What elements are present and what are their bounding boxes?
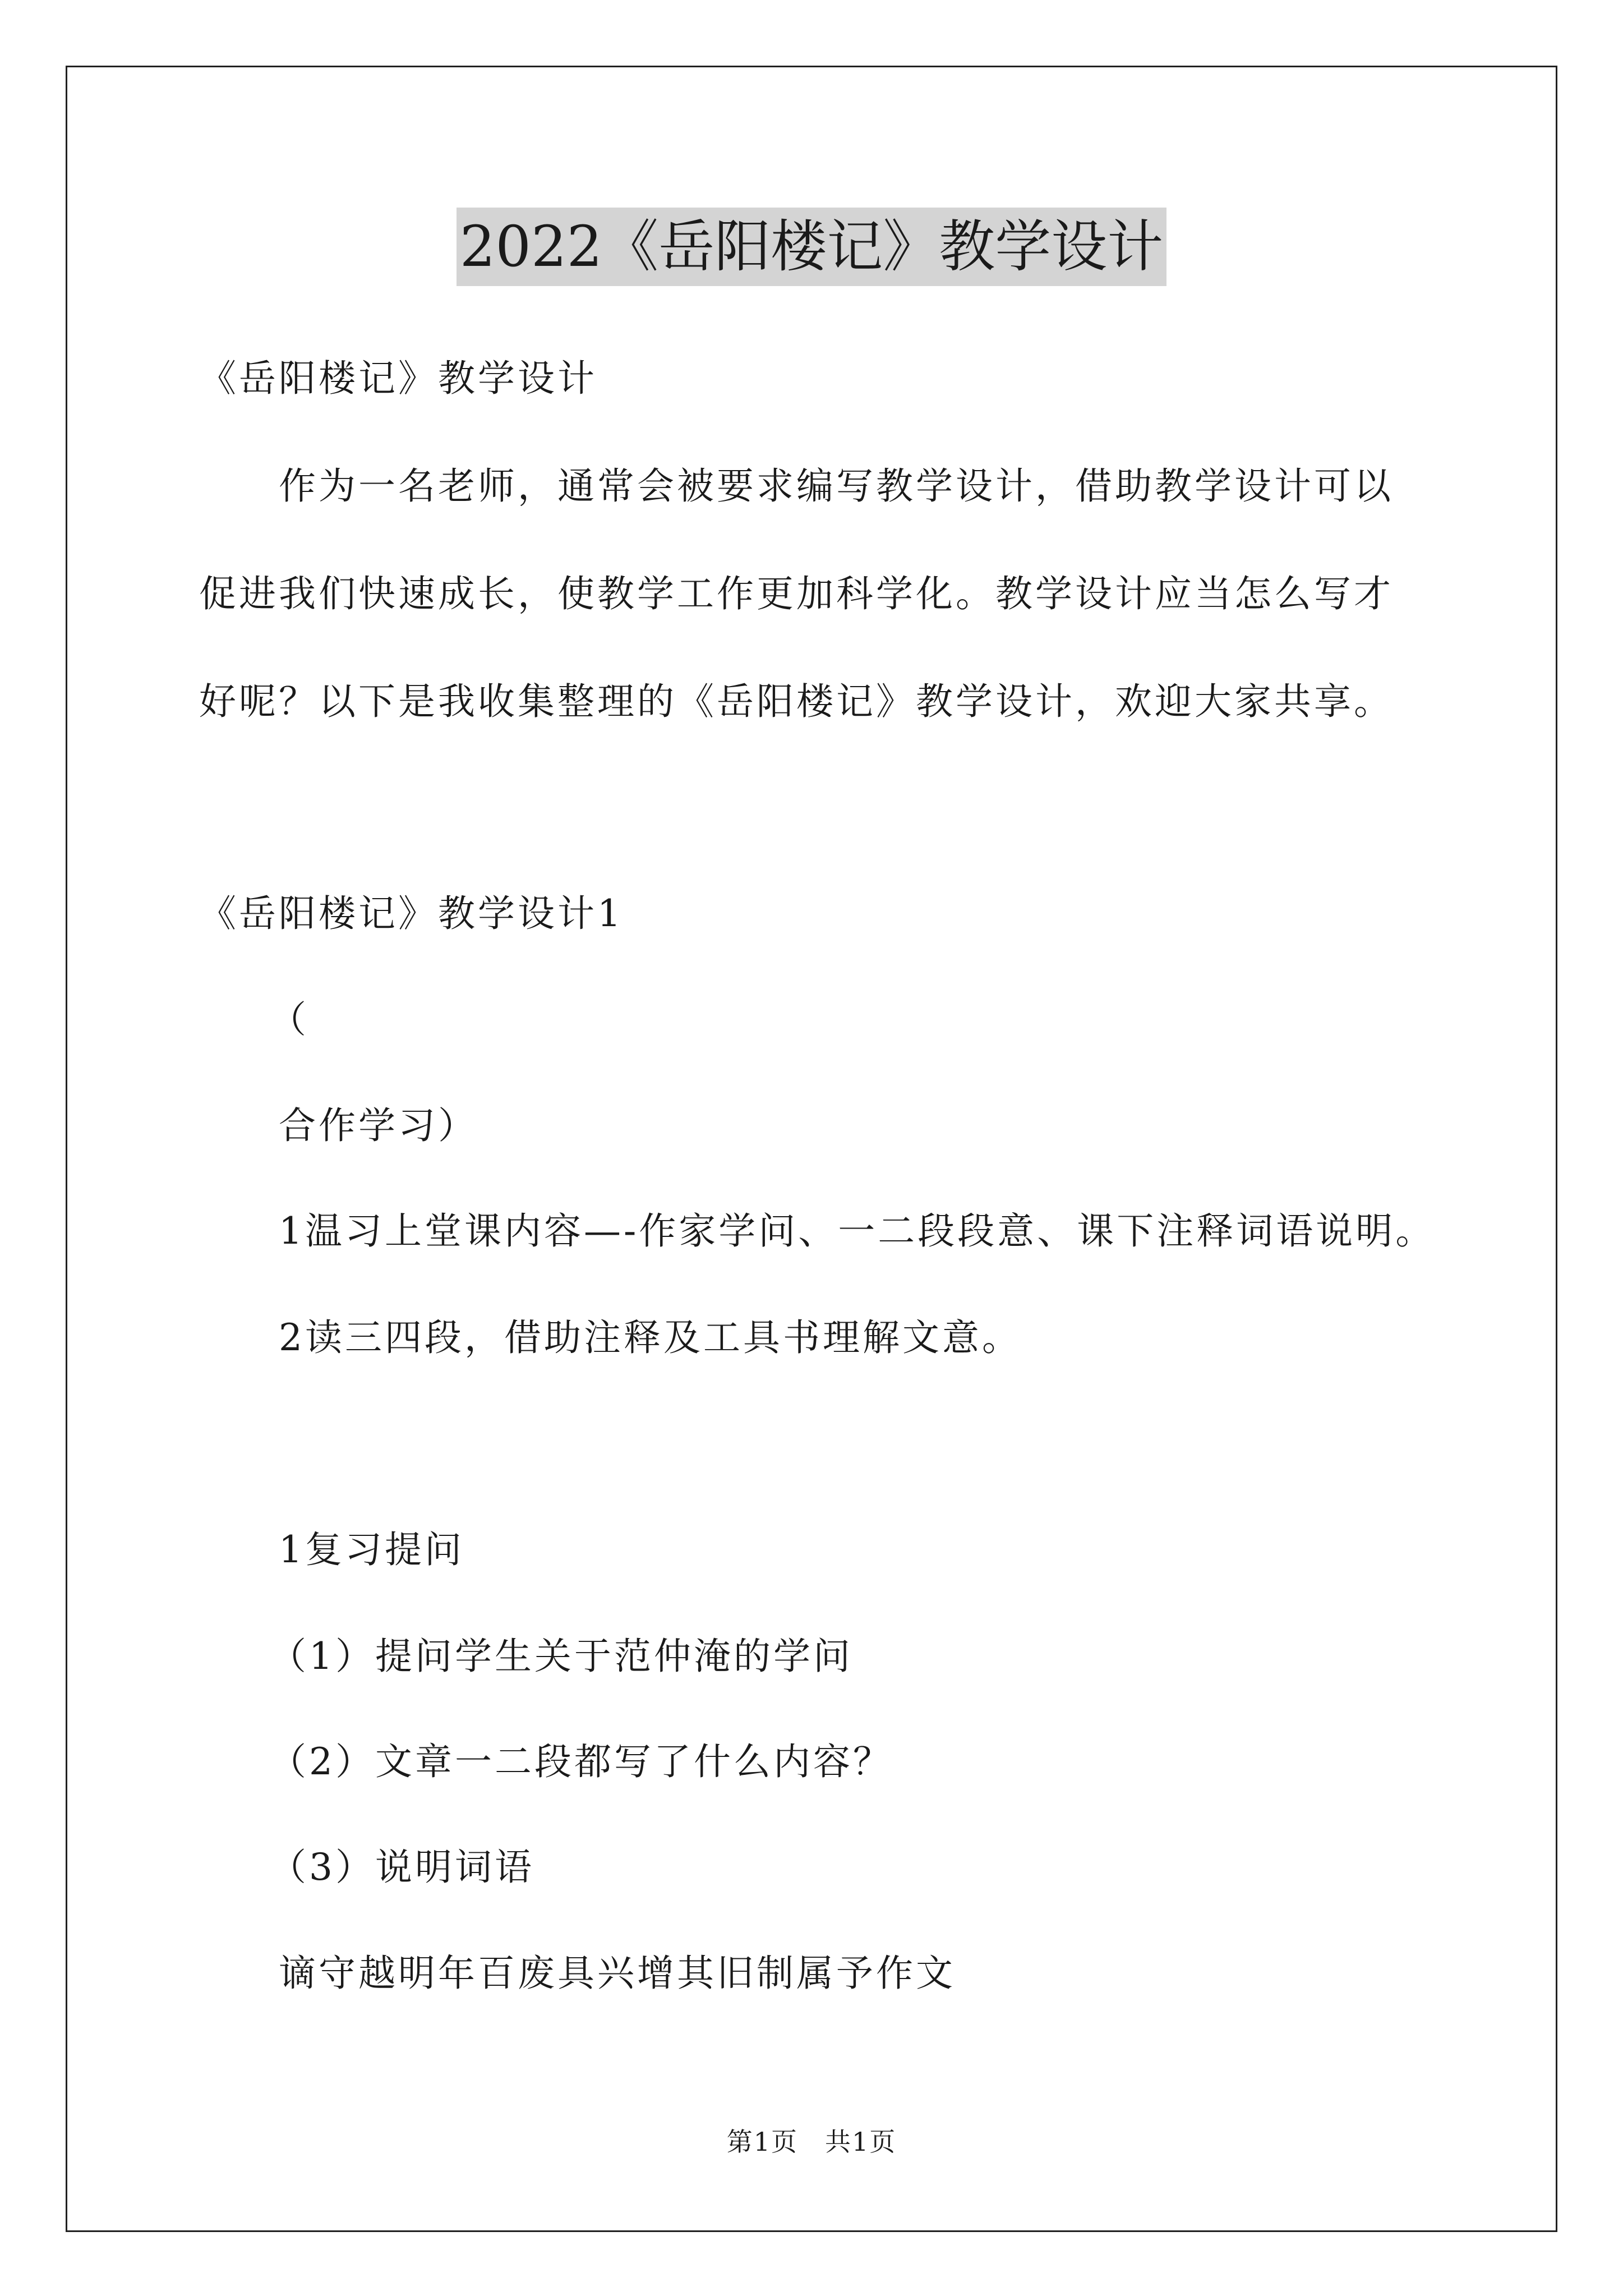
paragraph-line: 1温习上堂课内容—-作家学问、一二段段意、课下注释词语说明。 — [279, 1209, 1436, 1253]
paragraph-line: （2）文章一二段都写了什么内容？ — [269, 1740, 893, 1783]
paragraph-line: （1）提问学生关于范仲淹的学问 — [269, 1635, 853, 1678]
intro-line-1: 作为一名老师，通常会被要求编写教学设计，借助教学设计可以 — [279, 464, 1394, 508]
section-heading: 《岳阳楼记》教学设计1 — [199, 892, 624, 935]
paragraph-line: 合作学习） — [279, 1104, 478, 1147]
intro-line-2: 促进我们快速成长，使教学工作更加科学化。教学设计应当怎么写才 — [199, 572, 1394, 615]
paragraph-line: 谪守越明年百废具兴增其旧制属予作文 — [279, 1952, 956, 1995]
subtitle: 《岳阳楼记》教学设计 — [199, 357, 597, 400]
paragraph-line: 1复习提问 — [279, 1528, 464, 1571]
paragraph-line: （3）说明词语 — [269, 1846, 534, 1889]
paragraph-line: 2读三四段，借助注释及工具书理解文意。 — [279, 1316, 1022, 1359]
document-title: 2022《岳阳楼记》教学设计 — [457, 208, 1167, 286]
title-container — [0, 208, 1623, 286]
paragraph-line: （ — [269, 998, 309, 1041]
page-footer: 第1页 共1页 — [726, 2127, 897, 2157]
intro-line-3: 好呢？以下是我收集整理的《岳阳楼记》教学设计，欢迎大家共享。 — [199, 680, 1394, 723]
